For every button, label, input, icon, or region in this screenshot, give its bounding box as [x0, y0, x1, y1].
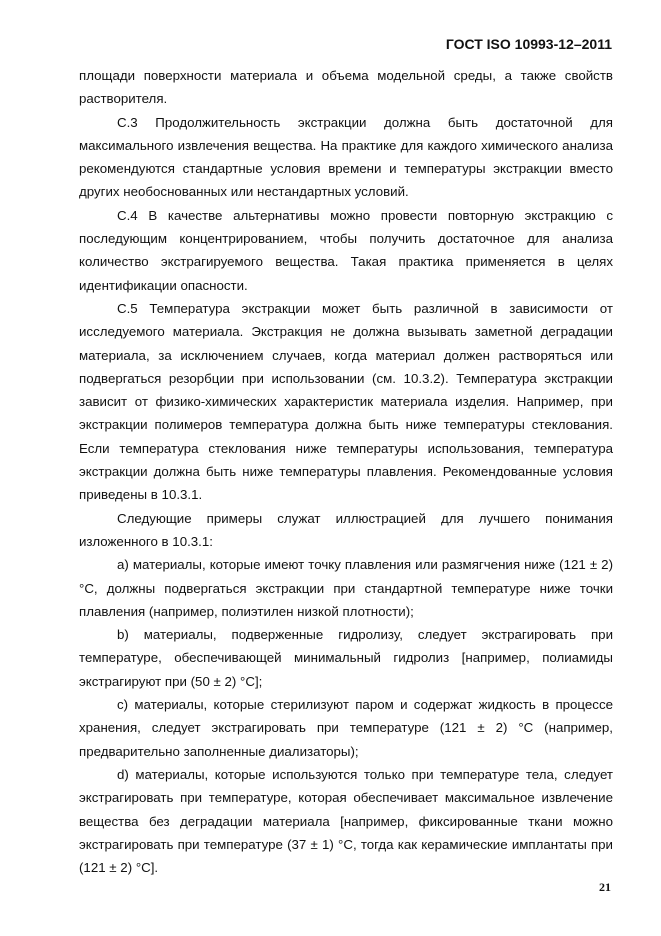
list-item-d: d) материалы, которые используются только при температуре тела, следует экстрагировать при температуре, которая обеспечивает максимальное извлечение вещества без деградации материала [например, фиксированные ткани можно экстрагировать при температуре (37 ± 1) °С, тогда как керамические имплантаты при (121 ± 2) °С].	[79, 766, 613, 876]
list-item-b: b) материалы, подверженные гидролизу, следует экстрагировать при температуре, обеспечивающей минимальный гидролиз [например, полиамиды экстрагируют при (50 ± 2) °С];	[79, 627, 613, 689]
paragraph-c5: С.5 Температура экстракции может быть различной в зависимости от исследуемого материала. Экстракция не должна вызывать заметной деградации материала, за исключением случаев, когда материал должен растворяться или подвергаться резорбции при использовании (см. 10.3.2). Температура экстракции зависит от физико-химических характеристик материала изделия. Например, при экстракции полимеров температура должна быть ниже температуры стеклования. Если температура стеклования ниже температуры использования, температура экстракции должна быть ниже температуры плавления. Рекомендованные условия приведены в 10.3.1.	[79, 300, 613, 503]
list-item-c: c) материалы, которые стерилизуют паром и содержат жидкость в процессе хранения, следует экстрагировать при температуре (121 ± 2) °С (например, предварительно заполненные диализаторы);	[79, 697, 613, 759]
paragraph-c4: С.4 В качестве альтернативы можно провести повторную экстракцию с последующим концентрированием, чтобы получить достаточное для анализа количество экстрагируемого вещества. Такая практика применяется в целях идентификации опасности.	[79, 207, 613, 293]
page-number: 21	[599, 880, 611, 894]
paragraph-continuation: площади поверхности материала и объема модельной среды, а также свойств растворителя.	[79, 68, 613, 107]
document-body	[79, 64, 613, 879]
document-code-header: ГОСТ ISO 10993-12–2011	[445, 36, 612, 52]
list-item-a: a) материалы, которые имеют точку плавления или размягчения ниже (121 ± 2) °С, должны подвергаться экстракции при стандартной температуре ниже точки плавления (например, полиэтилен низкой плотности);	[79, 557, 613, 619]
paragraph-examples-intro: Следующие примеры служат иллюстрацией для лучшего понимания изложенного в 10.3.1:	[79, 510, 613, 549]
paragraph-c3: С.3 Продолжительность экстракции должна быть достаточной для максимального извлечения вещества. На практике для каждого химического анализа рекомендуются стандартные условия времени и температуры экстракции вместо других необоснованных или нестандартных условий.	[79, 114, 613, 200]
